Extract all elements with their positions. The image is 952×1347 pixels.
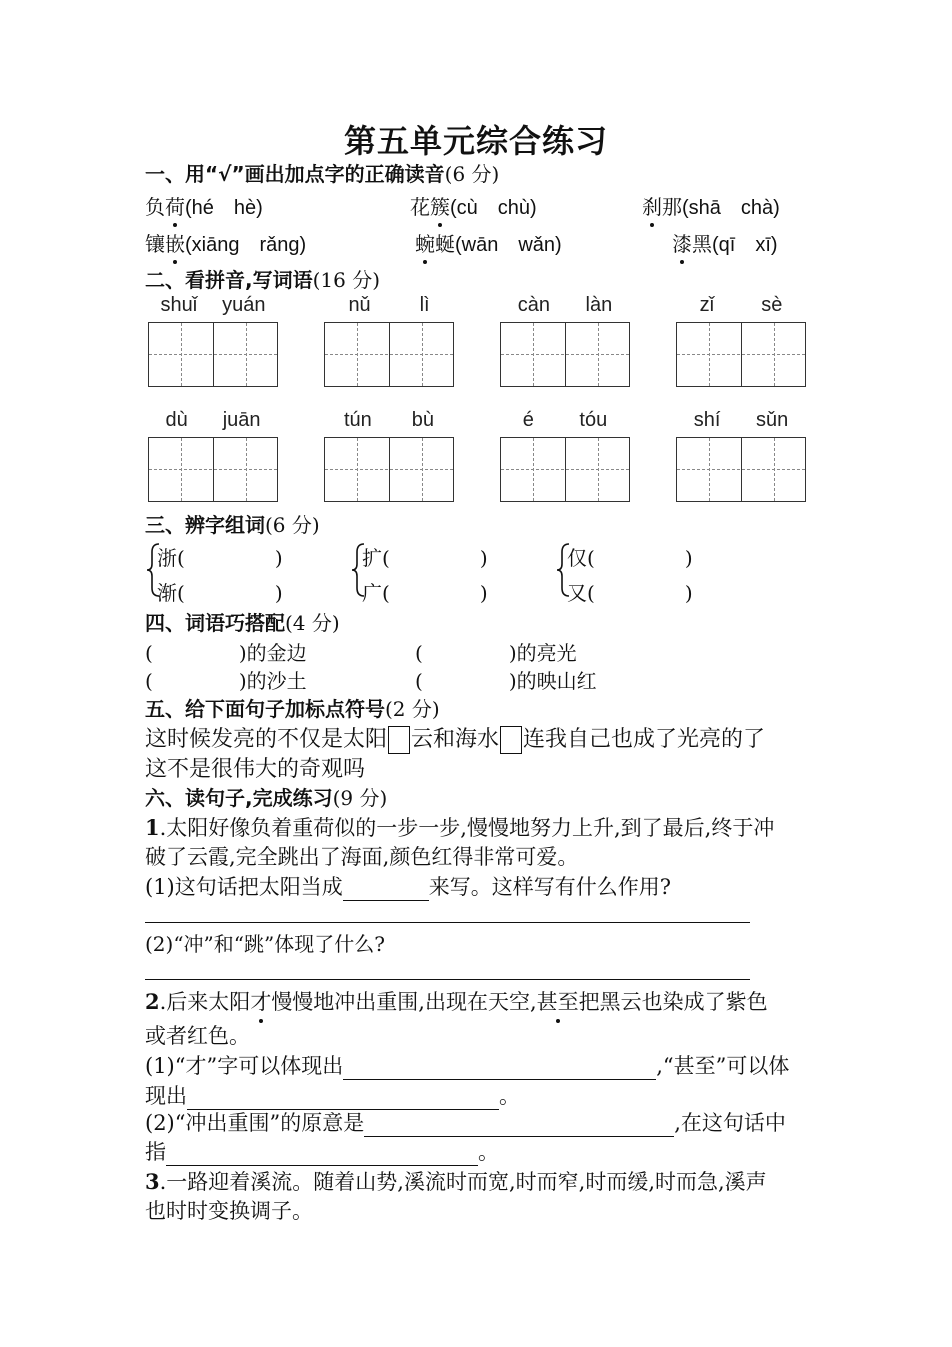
char-word-pair[interactable] (567, 577, 693, 606)
pronunciation-item[interactable] (642, 191, 780, 220)
pinyin-options[interactable]: (hé hè) (185, 197, 263, 219)
word-char: 镶 (145, 232, 165, 256)
dotted-char: 漆 (672, 228, 692, 257)
section-4-heading (145, 607, 340, 636)
pinyin-options[interactable]: (xiāng rǎng) (185, 234, 307, 256)
pinyin-syllable: làn (585, 294, 613, 316)
word-char: 负 (145, 195, 165, 219)
matching-item[interactable] (415, 665, 597, 694)
close-paren: ) (479, 546, 488, 570)
question-2-1: (1)“才”字可以体现出 ,“甚至”可以体 (145, 1054, 790, 1078)
word-char: 花 (410, 195, 430, 219)
answer-blank-2-1a[interactable] (343, 1057, 656, 1080)
pinyin-label (676, 409, 806, 432)
pinyin-syllable: zǐ (699, 294, 715, 316)
word-char: 黑 (692, 232, 712, 256)
section-1-score: (6 分) (444, 162, 500, 186)
open-paren: ( (415, 641, 423, 665)
pinyin-label (500, 294, 630, 317)
section-6-title: 六、读句子,完成练习 (145, 786, 333, 810)
pronunciation-item[interactable] (672, 228, 778, 257)
writing-grid[interactable] (148, 322, 278, 387)
writing-grid[interactable] (324, 437, 454, 502)
punctuation-box-1[interactable] (388, 726, 410, 754)
section-6-heading (145, 782, 387, 811)
pinyin-options[interactable]: (cù chù) (450, 197, 537, 219)
section-3-score: (6 分) (265, 513, 320, 537)
punctuation-sentence-1: 这时候发亮的不仅是太阳 云和海水 连我自己也成了光亮的了 (145, 727, 766, 752)
question-1-1: (1)这句话把太阳当成 来写。这样写有什么作用? (145, 875, 672, 899)
pinyin-options[interactable]: (wān wǎn) (455, 234, 562, 256)
close-paren: ) (684, 546, 693, 570)
question-2-2: (2)“冲出重围”的原意是 ,在这句话中 (145, 1111, 786, 1135)
section-1-title: 一、用“√”画出加点字的正确读音 (145, 162, 445, 186)
matching-item[interactable] (415, 637, 577, 666)
pinyin-label (676, 294, 806, 317)
pronunciation-item[interactable] (145, 191, 263, 220)
page-title: 第五单元综合练习 (343, 122, 608, 160)
pronunciation-item[interactable] (415, 228, 562, 257)
pinyin-label (148, 409, 278, 432)
writing-grid[interactable] (500, 437, 630, 502)
section-2-title: 二、看拼音,写词语 (145, 268, 313, 292)
char-word-pair[interactable] (157, 542, 283, 571)
pinyin-syllable: tún (343, 409, 372, 431)
answer-blank-2-2a[interactable] (364, 1114, 674, 1137)
pinyin-syllable: dù (165, 409, 188, 431)
section-2-heading (145, 264, 380, 293)
passage-2-line-1: 2.后来太阳才慢慢地冲出重围,出现在天空,甚至把黑云也染成了紫色 (145, 986, 768, 1016)
writing-grid[interactable] (324, 322, 454, 387)
close-paren: ) (274, 581, 283, 605)
dotted-char: 嵌 (165, 228, 185, 257)
char-word-pair[interactable] (362, 542, 488, 571)
section-3-title: 三、辨字组词 (145, 513, 265, 537)
section-5-title: 五、给下面句子加标点符号 (145, 697, 385, 721)
char-word-pair[interactable] (362, 577, 488, 606)
section-6-score: (9 分) (332, 786, 388, 810)
pinyin-options[interactable]: (qī xī) (712, 234, 778, 256)
writing-grid[interactable] (676, 437, 806, 502)
section-4-score: (4 分) (285, 611, 340, 635)
punctuation-sentence-2: 这不是很伟大的奇观吗 (145, 757, 366, 782)
dotted-char-cai: 才 (250, 986, 271, 1016)
answer-line-1-2[interactable] (145, 979, 750, 980)
pinyin-label (148, 294, 278, 317)
passage-1-line-1: 1.太阳好像负着重荷似的一步一步,慢慢地努力上升,到了最后,终于冲 (145, 815, 775, 840)
question-2-1-cont: 现出 。 (145, 1084, 520, 1108)
char-prompt: 又( (567, 581, 595, 605)
matching-phrase: )的映山红 (508, 669, 597, 693)
char-prompt: 仅( (567, 546, 595, 570)
question-2-2-cont: 指 。 (145, 1140, 499, 1164)
char-prompt: 广( (362, 581, 390, 605)
pinyin-syllable: sè (761, 294, 783, 316)
punctuation-box-2[interactable] (500, 726, 522, 754)
pinyin-syllable: càn (517, 294, 550, 316)
pinyin-syllable: é (522, 409, 534, 431)
dotted-char: 刹 (642, 191, 662, 220)
matching-phrase: )的沙土 (238, 669, 307, 693)
section-3-heading (145, 509, 320, 538)
pinyin-syllable: lì (419, 294, 430, 316)
matching-item[interactable] (145, 637, 307, 666)
close-paren: ) (274, 546, 283, 570)
char-word-pair[interactable] (157, 577, 283, 606)
pinyin-label (324, 409, 454, 432)
pronunciation-item[interactable] (145, 228, 306, 257)
close-paren: ) (479, 581, 488, 605)
open-paren: ( (145, 641, 153, 665)
pinyin-syllable: shuǐ (160, 294, 198, 316)
section-1-heading (145, 158, 499, 187)
section-4-title: 四、词语巧搭配 (145, 611, 285, 635)
matching-phrase: )的亮光 (508, 641, 577, 665)
pinyin-label (500, 409, 630, 432)
pinyin-syllable: shí (693, 409, 721, 431)
word-char: 那 (662, 195, 682, 219)
pinyin-options[interactable]: (shā chà) (682, 197, 780, 219)
open-paren: ( (415, 669, 423, 693)
answer-blank-1-1[interactable] (343, 878, 429, 901)
writing-grid[interactable] (500, 322, 630, 387)
pinyin-syllable: juān (222, 409, 261, 431)
section-2-score: (16 分) (312, 268, 381, 292)
pinyin-syllable: yuán (222, 294, 266, 316)
pinyin-syllable: nǔ (348, 294, 371, 316)
word-char: 蜒 (435, 232, 455, 256)
passage-2-line-2: 或者红色。 (145, 1024, 250, 1048)
writing-grid[interactable] (676, 322, 806, 387)
matching-item[interactable] (145, 665, 307, 694)
char-prompt: 扩( (362, 546, 390, 570)
question-1-2: (2)“冲”和“跳”体现了什么? (145, 932, 385, 956)
pinyin-syllable: tóu (579, 409, 608, 431)
dotted-char: 蜿 (415, 228, 435, 257)
matching-phrase: )的金边 (238, 641, 307, 665)
pinyin-syllable: bù (411, 409, 435, 431)
section-5-heading (145, 693, 440, 722)
pinyin-syllable: sǔn (755, 409, 789, 431)
passage-3-line-1: 3.一路迎着溪流。随着山势,溪流时而宽,时而窄,时而缓,时而急,溪声 (145, 1169, 767, 1194)
char-prompt: 渐( (157, 581, 185, 605)
char-word-pair[interactable] (567, 542, 693, 571)
dotted-char: 荷 (165, 191, 185, 220)
open-paren: ( (145, 669, 153, 693)
passage-1-line-2: 破了云霞,完全跳出了海面,颜色红得非常可爱。 (145, 845, 579, 869)
writing-grid[interactable] (148, 437, 278, 502)
pinyin-label (324, 294, 454, 317)
pronunciation-item[interactable] (410, 191, 537, 220)
close-paren: ) (684, 581, 693, 605)
answer-blank-2-2b[interactable] (166, 1143, 478, 1166)
dotted-char-shenzhi: 甚至 (537, 986, 579, 1016)
dotted-char: 簇 (430, 191, 450, 220)
passage-3-line-2: 也时时变换调子。 (145, 1199, 313, 1223)
section-5-score: (2 分) (385, 697, 440, 721)
char-prompt: 浙( (157, 546, 185, 570)
answer-line-1-1[interactable] (145, 922, 750, 923)
